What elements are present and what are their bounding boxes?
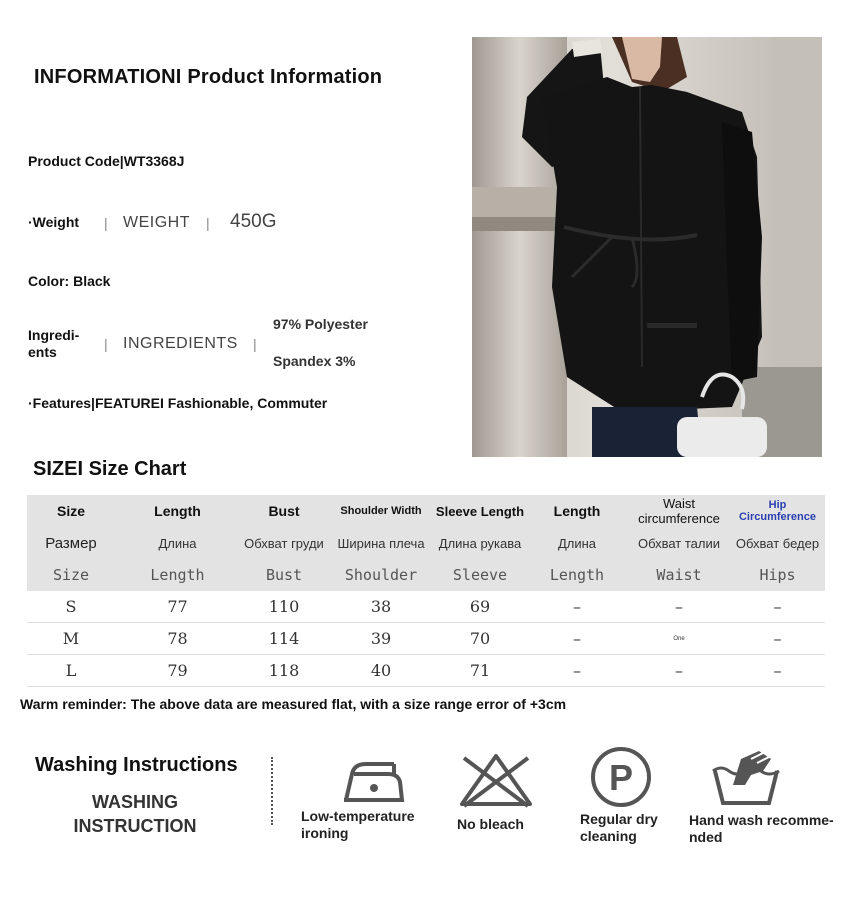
ingredients-label: Ingredi- ents — [28, 327, 80, 360]
header-cell: Sleeve — [434, 559, 526, 591]
table-cell: – — [526, 623, 628, 655]
table-cell: 118 — [240, 655, 328, 687]
washing-subtitle-line: WASHING — [91, 792, 178, 812]
label-line: Hand wash recomme- — [689, 812, 834, 828]
iron-label — [301, 808, 415, 842]
header-row-en — [27, 495, 825, 527]
label-line: cleaning — [580, 828, 637, 844]
header-cell: Size — [27, 559, 115, 591]
svg-text:P: P — [608, 757, 634, 798]
table-cell: S — [27, 591, 115, 623]
product-info-title: INFORMATIONI Product Information — [34, 66, 383, 88]
ingredients-separator: | — [104, 336, 108, 352]
table-cell: 71 — [434, 655, 526, 687]
features-label: ·Features|FEATUREI Fashionable, Commuter — [28, 395, 328, 411]
dry-clean-icon — [589, 745, 653, 814]
warm-reminder: Warm reminder: The above data are measured flat, with a size range error of +3cm — [20, 696, 567, 712]
header-cell: Bust — [240, 559, 328, 591]
table-cell: – — [628, 591, 730, 623]
table-cell: One — [628, 623, 730, 655]
label-line: ironing — [301, 825, 349, 841]
divider — [271, 757, 273, 825]
ingredient-polyester: 97% Polyester — [273, 316, 368, 332]
header-cell: Shoulder — [328, 559, 434, 591]
ingredient-spandex: Spandex 3% — [273, 353, 356, 369]
no-bleach-label: No bleach — [457, 816, 524, 832]
size-chart-title: SIZEI Size Chart — [33, 458, 187, 480]
table-cell: 78 — [115, 623, 240, 655]
header-cell: Waist circumference — [628, 495, 730, 527]
header-cell: Sleeve Length — [434, 495, 526, 527]
header-cell: Hip Circumference — [730, 495, 825, 527]
no-bleach-icon — [456, 750, 536, 815]
table-cell: – — [628, 655, 730, 687]
header-cell: Ширина плеча — [328, 527, 434, 559]
ingredients-separator-2: | — [253, 336, 257, 352]
table-cell: – — [730, 623, 825, 655]
label-line: Regular dry — [580, 811, 658, 827]
header-row-short — [27, 559, 825, 591]
header-cell: Length — [115, 495, 240, 527]
table-cell: 77 — [115, 591, 240, 623]
washing-subtitle — [50, 790, 220, 838]
table-cell: 110 — [240, 591, 328, 623]
washing-title: Washing Instructions — [35, 754, 238, 776]
table-cell: – — [526, 655, 628, 687]
table-row — [27, 655, 825, 687]
weight-label: ·Weight — [28, 214, 80, 230]
size-chart-table — [27, 495, 825, 687]
color-label: Color: Black — [28, 273, 111, 289]
product-code: Product Code|WT3368J — [28, 153, 185, 169]
header-cell: Waist — [628, 559, 730, 591]
table-cell: 38 — [328, 591, 434, 623]
table-cell: L — [27, 655, 115, 687]
header-row-ru — [27, 527, 825, 559]
table-cell: 39 — [328, 623, 434, 655]
ingredients-caption: INGREDIENTS — [123, 335, 238, 352]
header-cell: Размер — [27, 527, 115, 559]
table-cell: 79 — [115, 655, 240, 687]
product-photo — [472, 37, 822, 457]
header-cell: Length — [115, 559, 240, 591]
header-cell: Обхват груди — [240, 527, 328, 559]
header-cell: Shoulder Width — [328, 495, 434, 527]
table-cell: – — [730, 655, 825, 687]
table-row — [27, 623, 825, 655]
table-cell: 40 — [328, 655, 434, 687]
header-cell: Size — [27, 495, 115, 527]
header-cell: Обхват бедер — [730, 527, 825, 559]
weight-value: 450G — [230, 211, 277, 232]
weight-separator: | — [104, 215, 108, 231]
table-cell: M — [27, 623, 115, 655]
label-line: Low-temperature — [301, 808, 415, 824]
table-cell: 70 — [434, 623, 526, 655]
weight-caption: WEIGHT — [123, 214, 190, 231]
header-cell: Bust — [240, 495, 328, 527]
header-cell: Length — [526, 495, 628, 527]
header-cell: Length — [526, 559, 628, 591]
table-cell: – — [526, 591, 628, 623]
header-cell: Обхват талии — [628, 527, 730, 559]
weight-separator-2: | — [206, 215, 210, 231]
header-cell: Длина — [526, 527, 628, 559]
table-cell: 69 — [434, 591, 526, 623]
header-cell: Hips — [730, 559, 825, 591]
hand-wash-label — [689, 812, 834, 846]
iron-icon — [338, 752, 408, 812]
label-line: nded — [689, 829, 723, 845]
table-row — [27, 591, 825, 623]
header-cell: Длина рукава — [434, 527, 526, 559]
table-cell: – — [730, 591, 825, 623]
dry-clean-label — [580, 811, 658, 845]
washing-subtitle-line: INSTRUCTION — [73, 816, 197, 836]
table-cell: 114 — [240, 623, 328, 655]
hand-wash-icon — [711, 745, 781, 812]
header-cell: Длина — [115, 527, 240, 559]
